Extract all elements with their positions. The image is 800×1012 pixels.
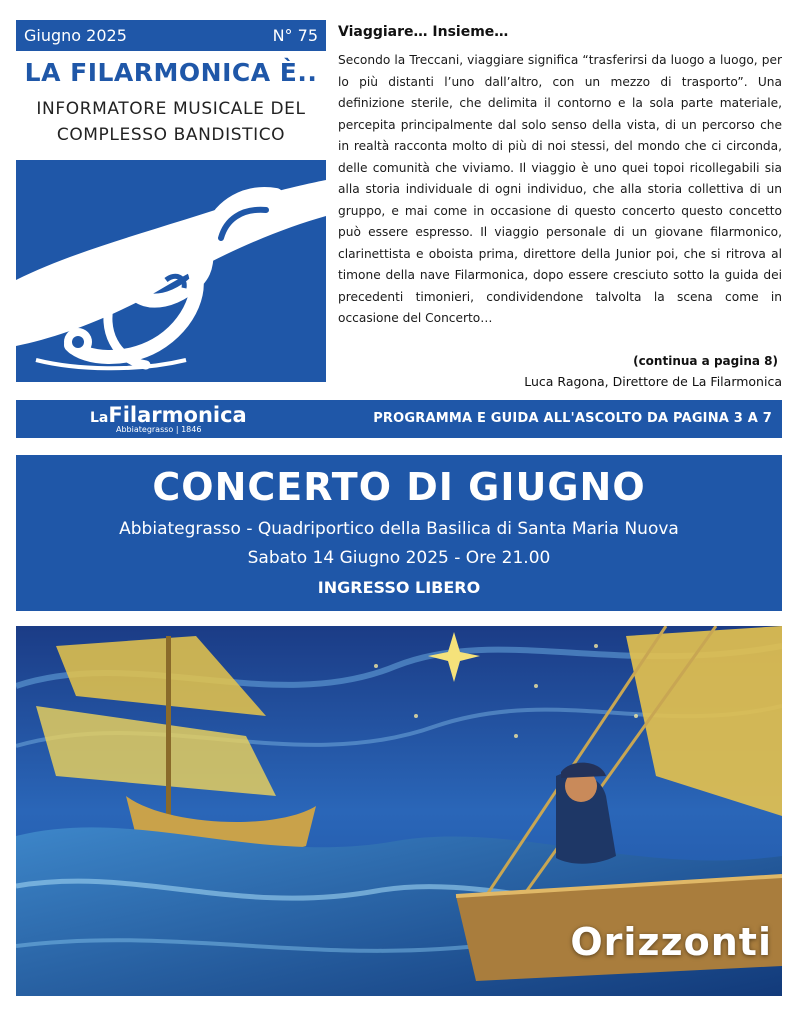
painting-title: Orizzonti — [570, 920, 772, 964]
masthead-title: LA FILARMONICA È.. — [24, 58, 318, 87]
article-signature: Luca Ragona, Direttore de La Filarmonica — [524, 374, 782, 389]
concert-date: Sabato 14 Giugno 2025 - Ore 21.00 — [247, 548, 551, 568]
masthead-subtitle — [16, 96, 326, 148]
concert-panel — [16, 455, 782, 611]
issue-number: N° 75 — [272, 26, 318, 45]
issue-bar — [16, 20, 326, 51]
logo-panel — [16, 160, 326, 382]
concert-place: Abbiategrasso - Quadriportico della Basilica di Santa Maria Nuova — [119, 519, 679, 539]
logo-la: La — [90, 410, 109, 426]
article-body: Secondo la Treccani, viaggiare significa “trasferirsi da luogo a luogo, per lo più distanti l’uno dall’altro, con un mezzo di trasporto”. Una definizione sterile, che delimita il contorno e la sola parte materiale, percepita principalmente dal solo senso della vista, di un percorso che in realtà racconta molto di più di noi stessi, del mondo che ci circonda, delle comunità che viviamo. Il viaggio è uno quei topoi ricollegabili sia alla storia individuale di ogni individuo, che alla storia collettiva di un gruppo, e mai come in occasione di questo concerto questo concetto può essere espresso. Il viaggio personale di un giovane filarmonico, clarinettista e oboista prima, direttore della Junior poi, che si ritrova al timone della nave Filarmonica, dopo essere cresciuto sotto la guida dei precedenti timonieri, condividendone talvolta la scena come in occasione del Concerto… — [338, 53, 782, 325]
article-title: Viaggiare… Insieme… — [338, 24, 509, 40]
subtitle-line-2: COMPLESSO BANDISTICO — [56, 125, 286, 145]
continue-note: (continua a pagina 8) — [633, 354, 778, 368]
poster-painting — [16, 626, 782, 996]
subtitle-line-1: INFORMATORE MUSICALE DEL — [36, 99, 306, 119]
treble-clef-icon — [16, 160, 326, 382]
logo-name: Filarmonica — [108, 403, 247, 427]
program-band — [16, 400, 782, 438]
logo-subtitle: Abbiategrasso | 1846 — [116, 425, 202, 434]
concert-entry: INGRESSO LIBERO — [317, 578, 481, 597]
program-guide-note: PROGRAMMA E GUIDA ALL'ASCOLTO DA PAGINA 3 A 7 — [373, 411, 772, 426]
issue-date: Giugno 2025 — [24, 26, 127, 45]
filarmonica-logo — [90, 403, 247, 434]
concert-title: CONCERTO DI GIUGNO — [152, 465, 646, 509]
